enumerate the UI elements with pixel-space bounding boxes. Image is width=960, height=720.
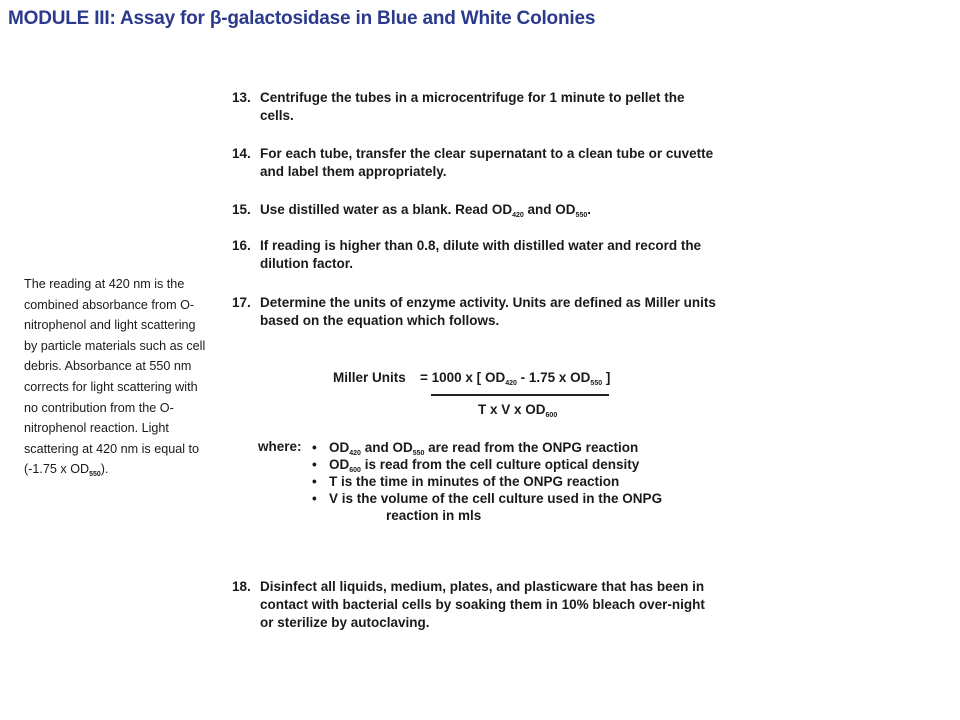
list-item xyxy=(312,473,732,490)
sidebar-note: The reading at 420 nm is the combined absorbance from O-nitrophenol and light scattering by particle materials such as cell debris. Absorbance at 550 nm corrects for light scattering with no contribution from the O-nitrophenol reaction. Light scattering at 420 nm is equal to (-1.75 x $OD_{550}$). xyxy=(24,277,206,479)
page-title: MODULE III: Assay for β-galactosidase in Blue and White Colonies xyxy=(8,8,596,29)
step-number: 14. xyxy=(232,146,251,161)
step-text: Use distilled water as a blank. Read $OD_{420}$ and $OD_{550}$. xyxy=(260,202,591,219)
step-text: For each tube, transfer the clear supernatant to a clean tube or cuvette and label them appropriately. xyxy=(260,146,714,179)
list-item-continuation: reaction in mls xyxy=(386,508,482,523)
step-text: If reading is higher than 0.8, dilute with distilled water and record the dilution factor. xyxy=(260,238,702,271)
bullet-icon: • xyxy=(312,440,317,455)
step-number: 13. xyxy=(232,90,251,105)
bullet-icon: • xyxy=(312,474,317,489)
step-text: Determine the units of enzyme activity. Units are defined as Miller units based on the equation which follows. xyxy=(260,295,716,328)
bullet-text: $OD_{600}$ is read from the cell culture optical density xyxy=(329,457,640,474)
bullet-text: T is the time in minutes of the ONPG reaction xyxy=(329,474,620,489)
where-label: where: xyxy=(258,439,302,454)
fraction-bar xyxy=(431,394,609,396)
bullet-text: V is the volume of the cell culture used in the ONPG xyxy=(329,491,663,506)
bullet-text: $OD_{420}$ and $OD_{550}$ are read from the ONPG reaction xyxy=(329,440,639,457)
step-number: 18. xyxy=(232,579,251,594)
step-number: 15. xyxy=(232,202,251,217)
step-number: 17. xyxy=(232,295,251,310)
where-bullet-list xyxy=(312,439,732,524)
step-text: Centrifuge the tubes in a microcentrifuge for 1 minute to pellet the cells. xyxy=(260,90,685,123)
bullet-icon: • xyxy=(312,491,317,506)
formula-numerator: = 1000 x [ $OD_{420} - 1.75$ x $OD_{550}$ ] xyxy=(420,370,611,387)
formula-denominator: T x V x $OD_{600}$ xyxy=(478,402,558,419)
step-number: 16. xyxy=(232,238,251,253)
bullet-icon: • xyxy=(312,457,317,472)
list-item xyxy=(312,456,732,473)
step-text: Disinfect all liquids, medium, plates, and plasticware that has been in contact with bacterial cells by soaking them in 10% bleach over-night or sterilize by autoclaving. xyxy=(260,579,705,630)
list-item xyxy=(312,490,732,507)
formula-lhs: Miller Units xyxy=(333,370,406,385)
list-item xyxy=(312,439,732,456)
